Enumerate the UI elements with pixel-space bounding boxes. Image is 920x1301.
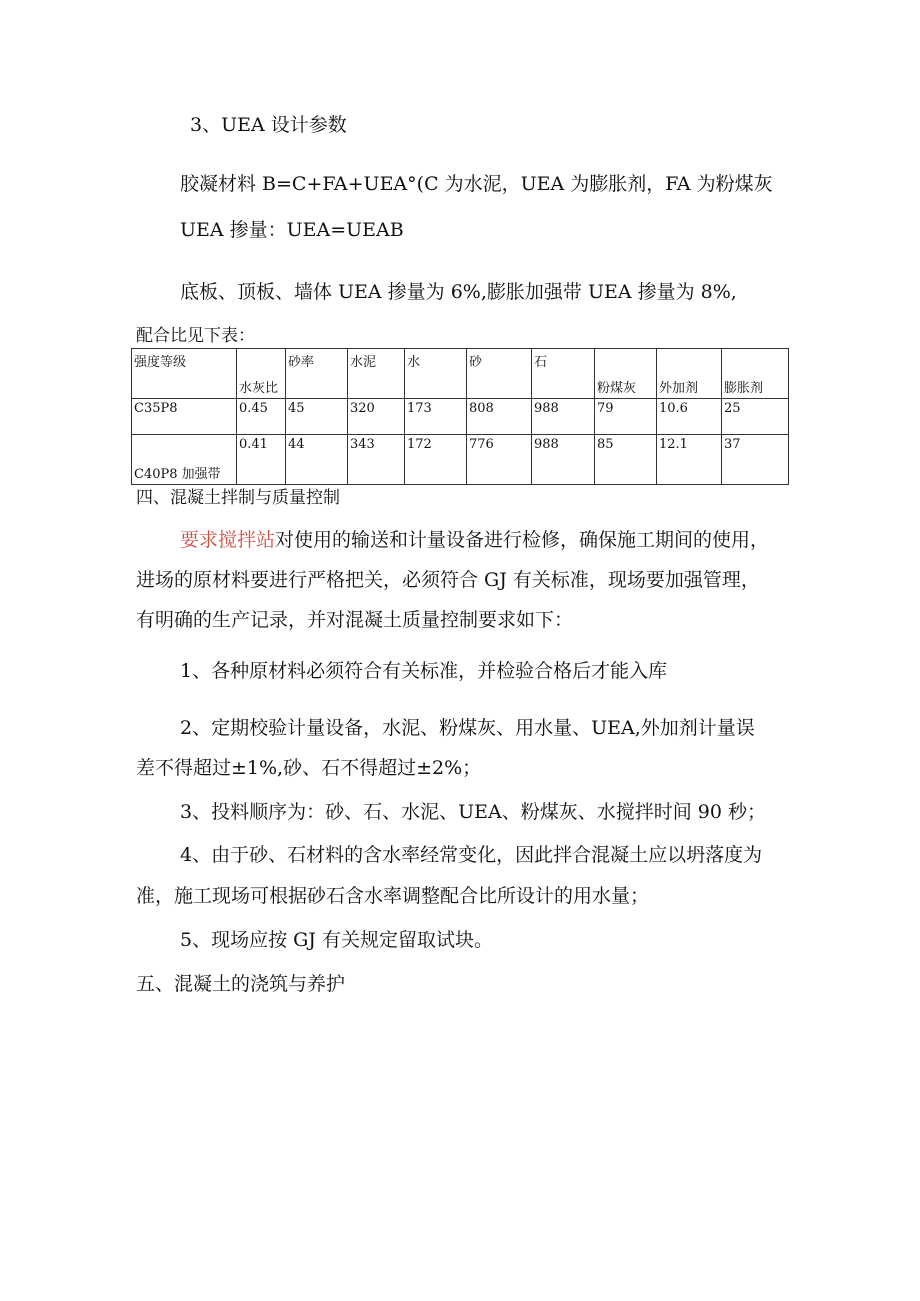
table-cell bbox=[467, 399, 532, 435]
header-cell bbox=[532, 349, 595, 399]
table-cell bbox=[532, 399, 595, 435]
section-4-intro-line-1 bbox=[180, 528, 769, 552]
cell-grade: C40P8 加强带 bbox=[134, 467, 221, 482]
header-stone: 石 bbox=[534, 355, 548, 370]
requirement-item-4-line-2: 准，施工现场可根据砂石含水率调整配合比所设计的用水量； bbox=[136, 885, 650, 907]
header-cement: 水泥 bbox=[350, 355, 377, 370]
header-sand-ratio: 砂率 bbox=[288, 355, 315, 370]
table-row bbox=[132, 399, 789, 435]
cell-value: 85 bbox=[597, 437, 614, 452]
cell-value: 45 bbox=[288, 401, 305, 416]
intro-line-1-rest: 对使用的输送和计量设备进行检修，确保施工期间的使用， bbox=[275, 529, 770, 551]
table-cell bbox=[132, 435, 237, 485]
table-cell bbox=[657, 399, 722, 435]
table-intro: 配合比见下表： bbox=[136, 326, 255, 346]
section-5-heading: 五、混凝土的浇筑与养护 bbox=[136, 973, 346, 995]
header-cell bbox=[286, 349, 348, 399]
header-cell bbox=[467, 349, 532, 399]
requirement-item-2-line-1: 2、定期校验计量设备，水泥、粉煤灰、用水量、UEA,外加剂计量误 bbox=[180, 717, 755, 739]
mix-proportion-table bbox=[131, 348, 789, 485]
binder-definition: 胶凝材料 B=C+FA+UEA°(C 为水泥，UEA 为膨胀剂，FA 为粉煤灰 bbox=[180, 173, 773, 195]
table-cell bbox=[286, 435, 348, 485]
requirement-item-2-line-2: 差不得超过±1%,砂、石不得超过±2%； bbox=[136, 757, 482, 779]
table-row bbox=[132, 435, 789, 485]
cell-value: 172 bbox=[407, 437, 432, 452]
table-cell bbox=[595, 435, 657, 485]
table-cell bbox=[405, 435, 467, 485]
uea-dosage-formula: UEA 掺量：UEA=UEAB bbox=[180, 219, 404, 241]
table-cell bbox=[286, 399, 348, 435]
cell-value: 37 bbox=[724, 437, 741, 452]
requirement-item-3: 3、投料顺序为：砂、石、水泥、UEA、粉煤灰、水搅拌时间 90 秒； bbox=[180, 801, 766, 823]
cell-value: 12.1 bbox=[659, 437, 688, 452]
table-cell bbox=[348, 399, 405, 435]
uea-dosage-note: 底板、顶板、墙体 UEA 掺量为 6%,膨胀加强带 UEA 掺量为 8%, bbox=[180, 281, 737, 303]
cell-value: 343 bbox=[350, 437, 375, 452]
cell-value: 44 bbox=[288, 437, 305, 452]
cell-value: 10.6 bbox=[659, 401, 688, 416]
header-fly-ash: 粉煤灰 bbox=[597, 381, 637, 396]
header-cell bbox=[595, 349, 657, 399]
header-cell bbox=[237, 349, 286, 399]
cell-value: 808 bbox=[469, 401, 494, 416]
section-4-heading: 四、混凝土拌制与质量控制 bbox=[136, 488, 340, 508]
table-cell bbox=[237, 399, 286, 435]
table-cell bbox=[722, 399, 789, 435]
section-3-heading: 3、UEA 设计参数 bbox=[190, 114, 347, 136]
table-cell bbox=[348, 435, 405, 485]
header-sand: 砂 bbox=[469, 355, 483, 370]
table-cell bbox=[467, 435, 532, 485]
header-wc-ratio: 水灰比 bbox=[239, 381, 279, 396]
table-header-row bbox=[132, 349, 789, 399]
requirement-item-4-line-1: 4、由于砂、石材料的含水率经常变化，因此拌合混凝土应以坍落度为 bbox=[180, 844, 763, 866]
cell-value: 173 bbox=[407, 401, 432, 416]
cell-value: 0.45 bbox=[239, 401, 268, 416]
requirement-item-5: 5、现场应按 GJ 有关规定留取试块。 bbox=[180, 929, 493, 951]
table-cell bbox=[722, 435, 789, 485]
header-cell bbox=[722, 349, 789, 399]
table-cell bbox=[657, 435, 722, 485]
table-cell bbox=[405, 399, 467, 435]
section-4-intro-line-2: 进场的原材料要进行严格把关，必须符合 GJ 有关标准，现场要加强管理， bbox=[136, 569, 760, 591]
header-admixture: 外加剂 bbox=[659, 381, 699, 396]
header-cell bbox=[132, 349, 237, 399]
table-cell bbox=[132, 399, 237, 435]
cell-value: 25 bbox=[724, 401, 741, 416]
requirement-item-1: 1、各种原材料必须符合有关标准，并检验合格后才能入库 bbox=[180, 660, 668, 682]
header-grade: 强度等级 bbox=[134, 355, 187, 370]
cell-value: 320 bbox=[350, 401, 375, 416]
header-cell bbox=[657, 349, 722, 399]
cell-value: 0.41 bbox=[239, 437, 268, 452]
header-water: 水 bbox=[407, 355, 421, 370]
table-cell bbox=[237, 435, 286, 485]
header-cell bbox=[348, 349, 405, 399]
cell-value: 988 bbox=[534, 437, 559, 452]
cell-value: 988 bbox=[534, 401, 559, 416]
cell-grade: C35P8 bbox=[134, 401, 178, 416]
table-cell bbox=[532, 435, 595, 485]
section-4-intro-line-3: 有明确的生产记录，并对混凝土质量控制要求如下： bbox=[136, 609, 574, 631]
cell-value: 776 bbox=[469, 437, 494, 452]
highlight-mixing-station: 要求搅拌站 bbox=[180, 529, 276, 551]
header-cell bbox=[405, 349, 467, 399]
header-expansive-agent: 膨胀剂 bbox=[724, 381, 764, 396]
cell-value: 79 bbox=[597, 401, 614, 416]
table-cell bbox=[595, 399, 657, 435]
